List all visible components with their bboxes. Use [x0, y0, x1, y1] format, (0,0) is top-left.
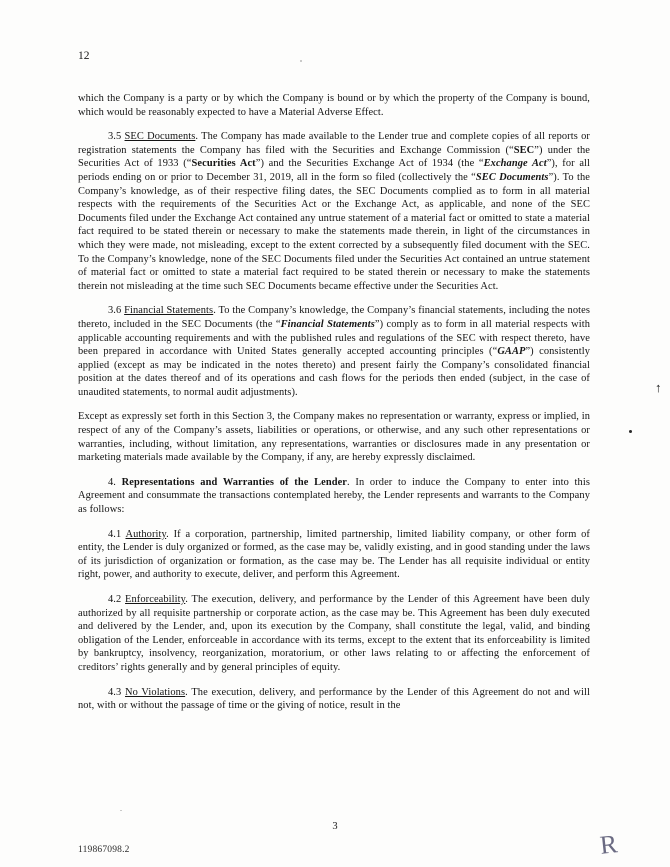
paragraph-enforceability: 4.2 Enforceability. The execution, delivery, and performance by the Lender of this Agreement have been duly authorized by all requisite partnership or corporate action, as the case may be. This Agreement has been duly executed and delivered by the Lender, and, upon its execution by the Company, shall constitute the legal, valid, and binding obligation of the Lender, enforceable in accordance with its terms, except to the extent that its enforceability is limited by bankruptcy, insolvency, reorganization, moratorium, or other laws relating to or affecting the enforcement of creditors’ rights generally and by general principles of equity.: [78, 594, 590, 673]
page-speck: [120, 810, 122, 811]
margin-arrow-mark: ↑: [655, 380, 662, 395]
paragraph-authority: 4.1 Authority. If a corporation, partnership, limited partnership, limited liability company, or other form of entity, the Lender is duly organized or formed, as the case may be, validly existing, and in good standing under the laws of its jurisdiction of organization or formation, as the case may be. The Lender has all requisite individual or entity right, power, and authority to execute, deliver, and perform this Agreement.: [78, 528, 590, 581]
page-speck: [300, 60, 302, 62]
paragraph-continuation: which the Company is a party or by which the Company is bound or by which the property of the Company is bound, which would be reasonably expected to have a Material Adverse Effect.: [78, 93, 590, 118]
margin-dot-mark: [629, 430, 632, 433]
document-footer-id: 119867098.2: [78, 845, 130, 855]
paragraph-financial-statements: 3.6 Financial Statements. To the Company’s knowledge, the Company’s financial statements, including the notes thereto, included in the SEC Documents (the “Financial Statements”) comply as to form in all material respects with applicable accounting requirements and with the published rules and regulations of the SEC with respect thereto, have been prepared in accordance with United States generally accepted accounting principles (“GAAP”) consistently applied (except as may be indicated in the notes thereto) and present fairly the Company’s consolidated financial position at the dates thereof and of its operations and cash flows for the periods then ended (subject, in the case of unaudited statements, to normal audit adjustments).: [78, 305, 590, 398]
document-body: [78, 92, 590, 724]
paragraph-disclaimer: Except as expressly set forth in this Section 3, the Company makes no representation or warranty, express or implied, in respect of any of the Company’s assets, liabilities or operations, or otherwise, and any such other representations or warranties, including, without limitation, any representations, warranties or disclosures made in any presentation or marketing materials made available by the Company, if any, are hereby expressly disclaimed.: [78, 411, 590, 464]
paragraph-section-4-heading: 4. Representations and Warranties of the Lender. In order to induce the Company to enter into this Agreement and consummate the transactions contemplated hereby, the Lender represents and warrants to the Company as follows:: [78, 476, 590, 516]
paragraph-no-violations: 4.3 No Violations. The execution, delivery, and performance by the Lender of this Agreement do not and will not, with or without the passage of time or the giving of notice, result in the: [78, 686, 590, 712]
page-number-top: 12: [78, 50, 90, 62]
paragraph-sec-documents: 3.5 SEC Documents. The Company has made available to the Lender true and complete copies of all reports or registration statements the Company has filed with the Securities and Exchange Commission (“SEC”) under the Securities Act of 1933 (“Securities Act”) and the Securities Exchange Act of 1934 (the “Exchange Act”), for all periods ending on or prior to December 31, 2019, all in the form so filed (collectively the “SEC Documents”). To the Company’s knowledge, as of their respective filing dates, the SEC Documents complied as to form in all material respects with the requirements of the Securities Act or the Exchange Act, as applicable, and none of the SEC Documents filed under the Exchange Act contained any untrue statement of a material fact or omitted to state a material fact required to be stated therein or necessary to make the statements made therein, in light of the circumstances in which they were made, not misleading, except to the extent corrected by a subsequently filed document with the SEC. To the Company’s knowledge, none of the SEC Documents filed under the Securities Act contained an untrue statement of material fact or omitted to state a material fact required to be stated therein or necessary to make the statements therein not misleading at the time such SEC Documents became effective under the Securities Act.: [78, 131, 591, 292]
page-number-bottom: 3: [332, 821, 338, 832]
handwritten-initials: R: [598, 829, 619, 860]
